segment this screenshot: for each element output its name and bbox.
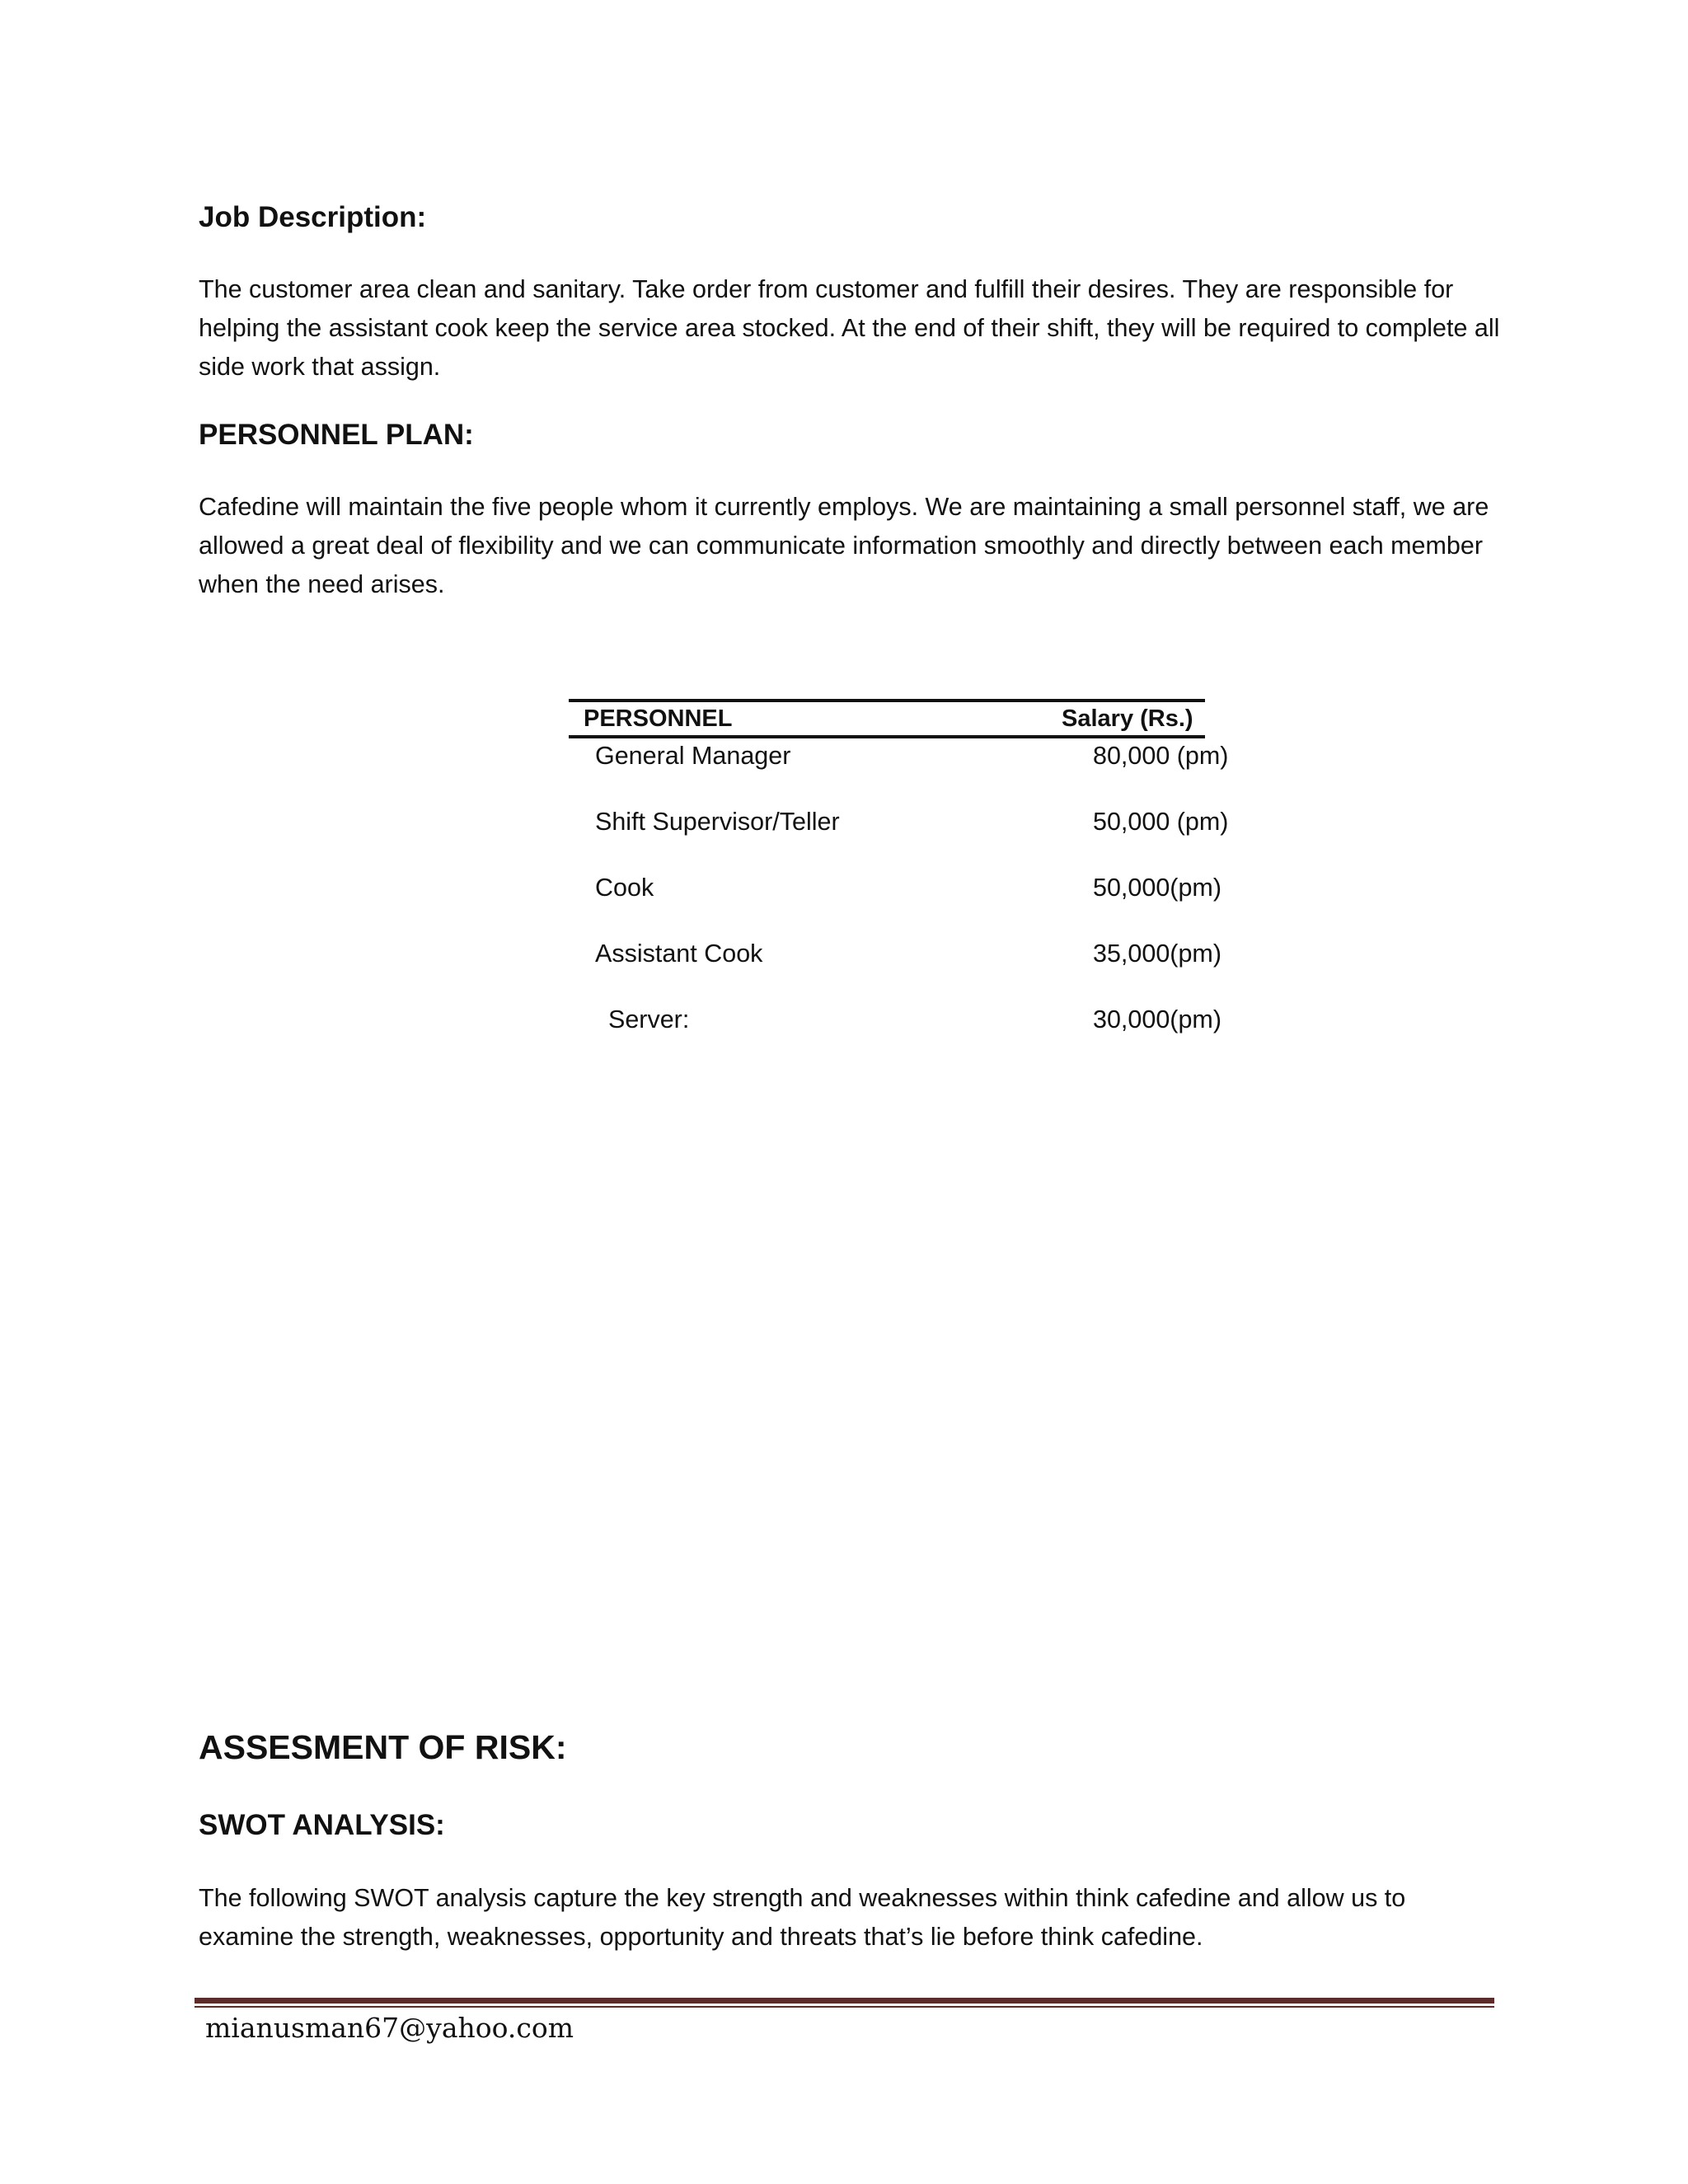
table-cell-salary: 80,000 (pm)	[1093, 742, 1229, 770]
job-description-text: The customer area clean and sanitary. Take order from customer and fulfill their desires. They are responsible for helping the assistant cook keep the service area stocked. At the end of their shift, they will be required to complete all side work that assign.	[199, 275, 1500, 381]
table-header-personnel: PERSONNEL	[584, 705, 733, 732]
table-header-row	[569, 702, 1205, 738]
table-cell-salary: 35,000(pm)	[1093, 940, 1221, 968]
table-cell-role: Cook	[595, 874, 654, 902]
swot-analysis-text: The following SWOT analysis capture the key strength and weaknesses within think cafedine and allow us to examine the strength, weaknesses, opportunity and threats that’s lie before think cafedine.	[199, 1884, 1406, 1951]
table-row	[569, 940, 1245, 972]
table-row	[569, 1005, 1245, 1038]
personnel-plan-text: Cafedine will maintain the five people whom it currently employs. We are maintaining a small personnel staff, we are allowed a great deal of flexibility and we can communicate information smoothly and directly between each member when the need arises.	[199, 493, 1489, 598]
personnel-plan-heading: PERSONNEL PLAN:	[199, 419, 474, 451]
footer-rule	[195, 1998, 1494, 2004]
table-cell-role: Assistant Cook	[595, 940, 763, 968]
job-description-heading: Job Description:	[199, 201, 427, 233]
table-header-salary: Salary (Rs.)	[1062, 705, 1193, 732]
table-row	[569, 742, 1245, 775]
footer-rule-thin	[195, 2006, 1494, 2008]
table-cell-role: Server:	[608, 1005, 690, 1033]
table-row	[569, 808, 1245, 841]
footer-email: mianusman67@yahoo.com	[205, 2012, 574, 2044]
table-cell-salary: 50,000 (pm)	[1093, 808, 1229, 836]
assessment-of-risk-heading: ASSESMENT OF RISK:	[199, 1728, 567, 1766]
table-cell-role: Shift Supervisor/Teller	[595, 808, 840, 836]
table-row	[569, 874, 1245, 907]
swot-analysis-heading: SWOT ANALYSIS:	[199, 1809, 445, 1841]
table-cell-salary: 30,000(pm)	[1093, 1005, 1221, 1033]
table-cell-salary: 50,000(pm)	[1093, 874, 1221, 902]
table-cell-role: General Manager	[595, 742, 791, 770]
